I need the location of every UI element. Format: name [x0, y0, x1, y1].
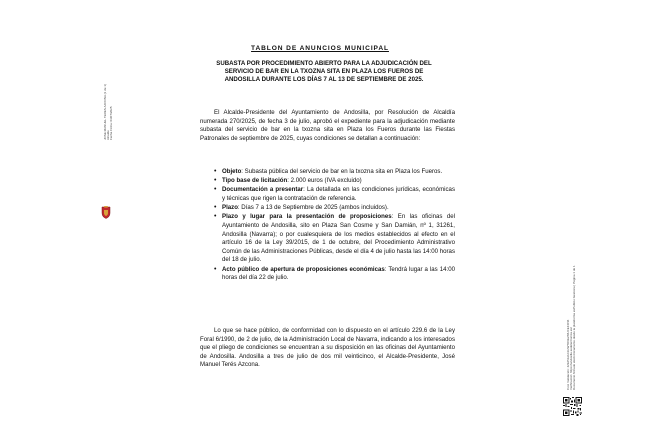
item-label: Tipo base de licitación	[222, 177, 288, 185]
intro-text: El Alcalde-Presidente del Ayuntamiento de Andosilla, por Resolución de Alcaldía numerada 270/2025, de fecha 3 de julio, aprobó el expediente para la adjudicación mediante subasta del servicio de bar en la txozna sita en Plaza los Fueros durante las Fiestas Patronales de septiembre de 2025, cuyas condiciones se detallan a continuación:	[200, 109, 455, 142]
verification-line-2: Verificación: https://andosilla.sedelectronica.es/	[569, 327, 573, 390]
list-item	[215, 204, 455, 213]
page-title: TABLON DE ANUNCIOS MUNICIPAL	[251, 45, 389, 52]
signature-line-1: JOSE MANUEL TERES AZCONA (1 de 1)	[103, 83, 107, 140]
list-item	[215, 266, 455, 283]
item-text: : 2.000 euros (IVA excluido)	[287, 177, 362, 185]
verification-line-3: Documento firmado electrónicamente desde la plataforma esPublico Gestiona | Página 1 de 1	[572, 265, 576, 390]
signature-line-3: Fecha Firma: 03/07/2025	[109, 106, 113, 140]
list-item	[215, 168, 455, 177]
item-label: Plazo y lugar para la presentación de proposiciones	[222, 213, 392, 221]
verification-margin-text	[567, 250, 577, 390]
item-text: : En las oficinas del Ayuntamiento de Andosilla, sito en Plaza San Cosme y San Damián, nº 1, 31261, Andosilla (Navarra); o por cualesquiera de los medios establecidos al efecto en el artículo 16 de la Ley 39/2015, de 1 de octubre, del Procedimiento Administrativo Común de las Administraciones Públicas, desde el día 4 de julio hasta las 14:00 horas del 18 de julio.	[222, 213, 455, 264]
conditions-list	[215, 168, 455, 283]
item-label: Documentación a presentar	[222, 186, 304, 194]
list-item	[215, 177, 455, 186]
town-crest-icon	[101, 206, 111, 219]
signature-margin-text	[103, 70, 113, 140]
item-label: Acto público de apertura de proposiciones económicas	[222, 265, 385, 273]
announcement-subject	[205, 60, 443, 84]
subject-line: SERVICIO DE BAR EN LA TXOZNA SITA EN PLAZA LOS FUEROS DE	[224, 68, 424, 75]
item-text: : Tendrá lugar a las 14:00 horas del día 22 de julio.	[222, 265, 455, 282]
verification-line-1: Cód. Validación: 4ZEP3HAXJHWTD6E2S5JXEFZN6	[566, 319, 570, 390]
item-text: : La detallada en las condiciones jurídicas, económicas y técnicas que rigen la contratación de referencia.	[222, 186, 455, 202]
signature-line-2: Alcalde	[106, 130, 110, 140]
intro-paragraph	[200, 109, 455, 143]
subject-line: ANDOSILLA DURANTE LOS DÍAS 7 AL 13 DE SEPTIEMBRE DE 2025.	[224, 76, 424, 83]
closing-text: Lo que se hace público, de conformidad con lo dispuesto en el artículo 229.6 de la Ley Foral 6/1990, de 2 de julio, de la Administración Local de Navarra, indicando a los interesados que el pliego de condiciones se encuentran a su disposición en las oficinas del Ayuntamiento de Andosilla. Andosilla a tres de julio de dos mil veinticinco, el Alcalde-Presidente, José Manuel Terés Azcona.	[200, 327, 455, 369]
item-text: : Días 7 a 13 de Septiembre de 2025 (ambos incluidos).	[237, 204, 389, 212]
qr-code-icon	[563, 397, 582, 416]
closing-paragraph	[200, 327, 455, 370]
list-item	[215, 186, 455, 203]
list-item	[215, 213, 455, 265]
item-text: : Subasta pública del servicio de bar en la txozna sita en Plaza los Fueros.	[241, 168, 443, 175]
subject-line: SUBASTA POR PROCEDIMIENTO ABIERTO PARA LA ADJUDICACIÓN DEL	[216, 60, 432, 67]
item-label: Plazo	[222, 204, 238, 212]
item-label: Objeto	[222, 168, 242, 175]
